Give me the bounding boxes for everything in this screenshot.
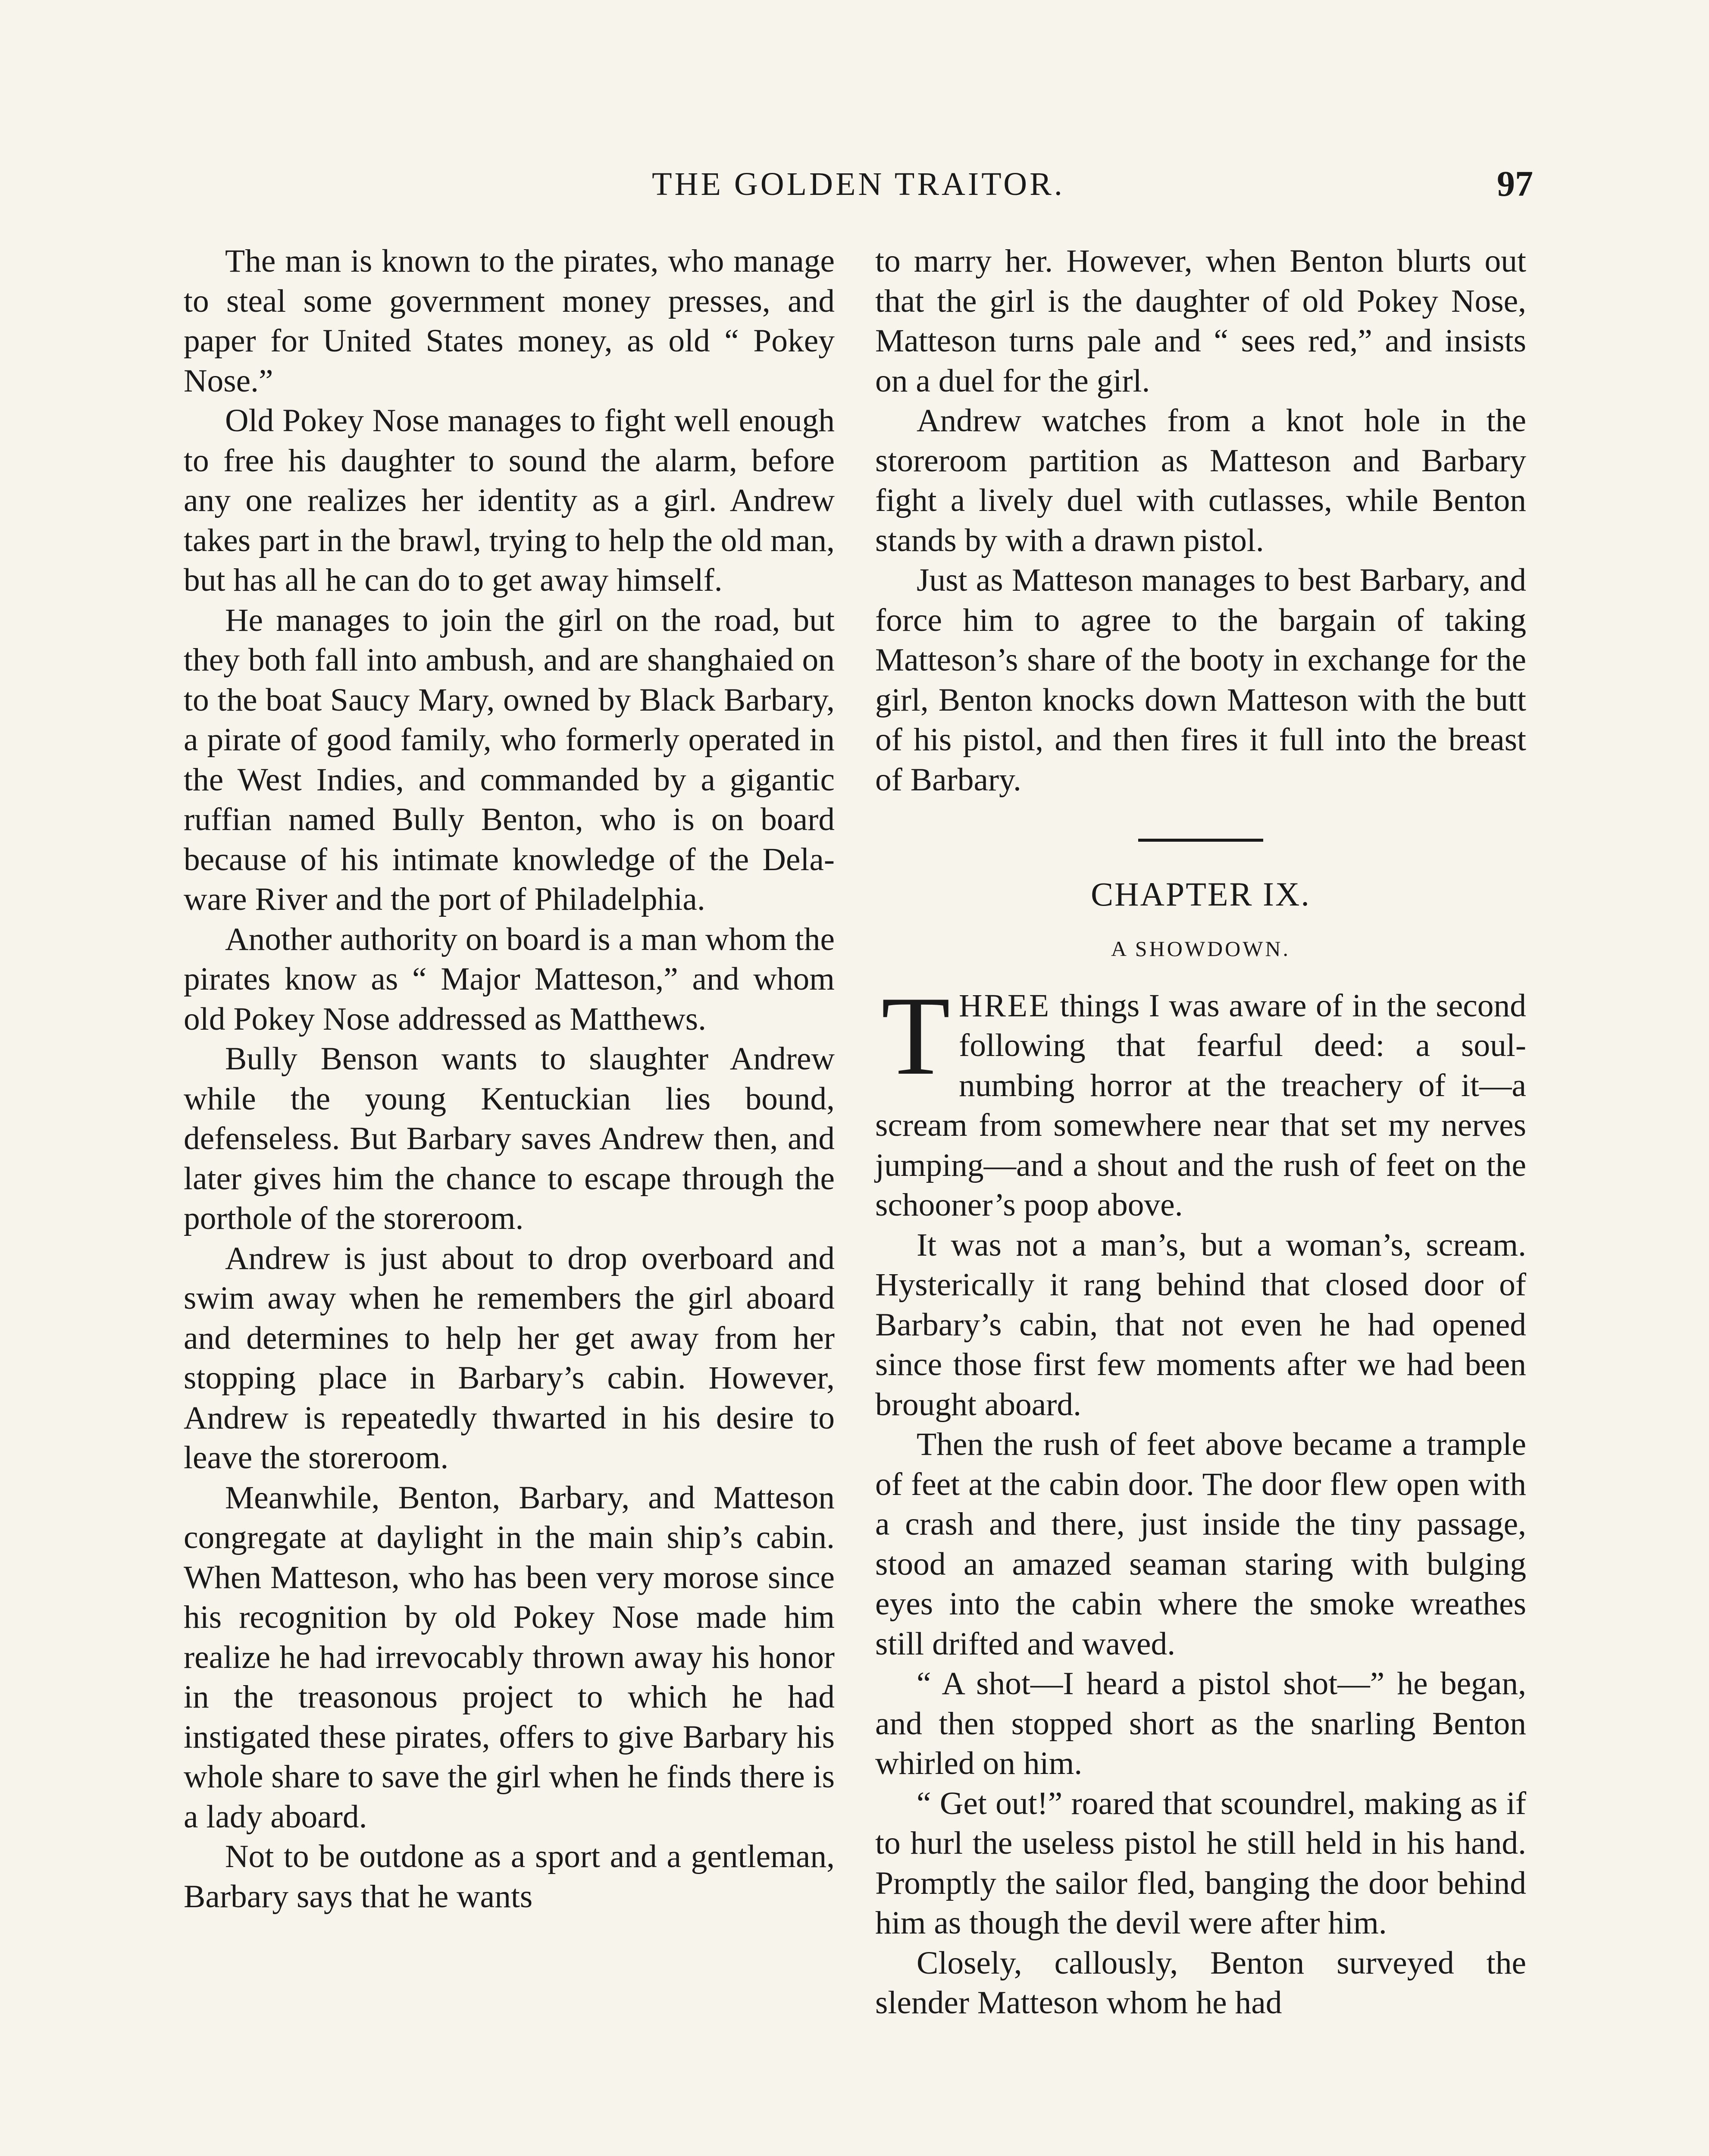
paragraph: It was not a man’s, but a woman’s, scream. Hysterically it rang behind that closed door of Barbary’s cabin, that not even he had opened since those first few moments after we had been brought aboard.	[875, 1227, 1526, 1423]
paragraph: “ Get out!” roared that scoundrel, making as if to hurl the useless pistol he still held in his hand. Promptly the sailor fled, banging the door behind him as though the devil were after him.	[875, 1785, 1526, 1941]
chapter-opening-paragraph	[875, 973, 1526, 1225]
section-divider	[1138, 839, 1263, 842]
paragraph: Another authority on board is a man whom the pirates know as “ Major Matteson,” and whom old Pokey Nose addressed as Matthews.	[184, 921, 835, 1037]
page-number: 97	[1497, 164, 1533, 204]
opening-word: HREE	[959, 987, 1051, 1024]
chapter-title: CHAPTER IX.	[1091, 875, 1311, 913]
paragraph: “ A shot—I heard a pistol shot—” he began, and then stopped short as the snarling Benton whirled on him.	[875, 1666, 1526, 1781]
paragraph: Andrew is just about to drop overboard and swim away when he remembers the girl aboard and determines to help her get away from her stopping place in Barbary’s cabin. However, Andrew is repeatedly thwarted in his desire to leave the storeroom.	[184, 1240, 835, 1476]
drop-cap: T	[881, 973, 951, 1098]
paragraph: The man is known to the pirates, who manage to steal some government money presses, and paper for United States money, as old “ Pokey Nose.”	[184, 243, 835, 399]
chapter-subtitle: A SHOWDOWN.	[1111, 937, 1291, 961]
left-column	[184, 241, 835, 1917]
paragraph: Meanwhile, Benton, Barbary, and Matteson congregate at daylight in the main ship’s cabin. When Matteson, who has been very morose since his recognition by old Pokey Nose made him realize he had irrevocably thrown away his honor in the treasonous project to which he had instigated these pirates, offers to give Barbary his whole share to save the girl when he finds there is a lady aboard.	[184, 1479, 835, 1835]
paragraph: Just as Matteson manages to best Barbary, and force him to agree to the bargain of taking Matteson’s share of the booty in exchange for the girl, Benton knocks down Matteson with the butt of his pistol, and then fires it full into the breast of Barbary.	[875, 562, 1526, 798]
paragraph: Old Pokey Nose manages to fight well enough to free his daughter to sound the alarm, before any one realizes her identity as a girl. Andrew takes part in the brawl, trying to help the old man, but has all he can do to get away himself.	[184, 403, 835, 598]
paragraph: He manages to join the girl on the road, but they both fall into ambush, and are shanghaied on to the boat Saucy Mary, owned by Black Barbary, a pirate of good family, who formerly operated in the West Indies, and commanded by a gigantic ruffian named Bully Benton, who is on board because of his intimate knowledge of the Delaware River and the port of Philadelphia.	[184, 602, 835, 917]
paragraph: Then the rush of feet above became a trample of feet at the cabin door. The door flew open with a crash and there, just inside the tiny passage, stood an amazed seaman staring with bulging eyes into the cabin where the smoke wreathes still drifted and waved.	[875, 1426, 1526, 1662]
page-header	[184, 166, 1533, 213]
paragraph: Closely, callously, Benton surveyed the slender Matteson whom he had	[875, 1945, 1526, 2021]
paragraph-continued: to marry her. However, when Benton blurts out that the girl is the daughter of old Pokey Nose, Matteson turns pale and “ sees red,” and insists on a duel for the girl.	[875, 243, 1526, 399]
paragraph: Bully Benson wants to slaughter Andrew while the young Kentuckian lies bound, defenseless. But Barbary saves Andrew then, and later gives him the chance to escape through the porthole of the storeroom.	[184, 1041, 835, 1236]
paragraph: Not to be outdone as a sport and a gentleman, Barbary says that he wants	[184, 1839, 835, 1915]
paragraph: Andrew watches from a knot hole in the storeroom partition as Matteson and Barbary fight a lively duel with cutlasses, while Benton stands by with a drawn pistol.	[875, 403, 1526, 558]
opening-text: things I was aware of in the second following that fearful deed: a soul-numbing horror at the treachery of it—a scream from somewhere near that set my nerves jumping—and a shout and the rush of feet on the schooner’s poop above.	[875, 987, 1526, 1223]
running-title: THE GOLDEN TRAITOR.	[652, 166, 1065, 202]
right-column	[875, 241, 1526, 2023]
